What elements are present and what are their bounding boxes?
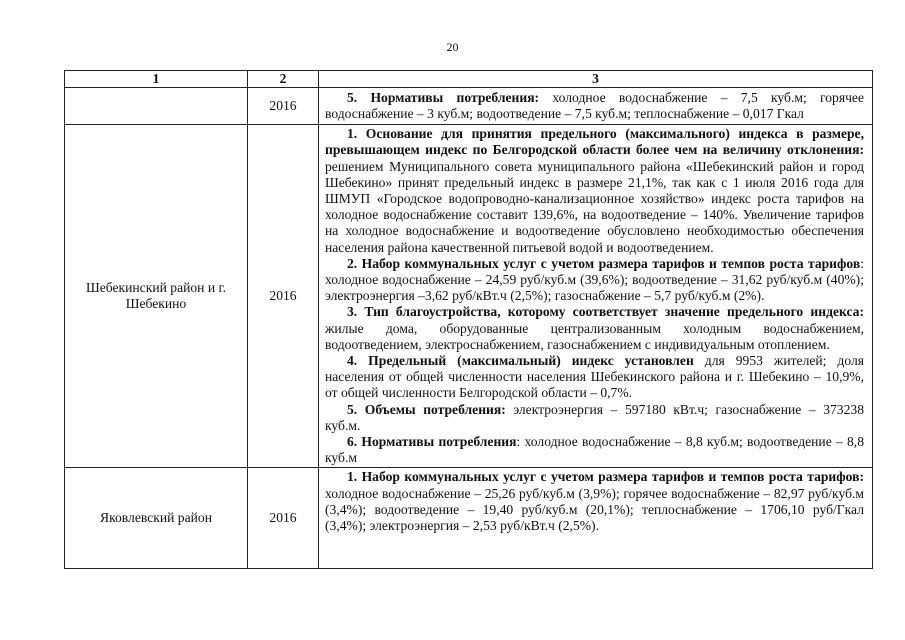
paragraph [325,434,864,466]
paragraph [325,304,864,353]
paragraph-text: холодное водоснабжение – 25,26 руб/куб.м (3,9%); горячее водоснабжение – 82,97 руб/куб.м (3,4%); водоотведение – 19,40 руб/куб.м (20,1%); теплоснабжение – 1706,10 руб/Гкал (3,4%); электроэнергия – 2,53 руб/кВт.ч (2,5%). [325,485,864,534]
page-number: 20 [446,40,459,54]
paragraph-text: жилые дома, оборудованные централизованным холодным водоснабжением, водоотведением, электроснабжением, газоснабжением с индивидуальным отоплением. [325,320,864,352]
district-cell: Яковлевский район [65,468,248,569]
table-row [65,88,873,125]
paragraph-heading: 1. Набор коммунальных услуг с учетом размера тарифов и темпов роста тарифов: [347,469,864,485]
header-col-3: 3 [319,71,873,88]
paragraph-text: для 9953 жителей; доля населения от общей численности населения Шебекинского района и г. Шебекино – 10,9%, от общей численности Белгородской области – 0,7%. [325,353,864,401]
paragraph [325,353,864,402]
paragraph-text: : холодное водоснабжение – 8,8 куб.м; водоотведение – 8,8 куб.м [325,434,864,466]
header-col-2: 2 [248,71,319,88]
paragraph-heading: 1. Основание для принятия предельного (максимального) индекса в размере, превышающем индекс по Белгородской области более чем на величину отклонения: [325,126,864,158]
paragraph [325,402,864,434]
paragraph-text: электроэнергия – 597180 кВт.ч; газоснабжение – 373238 куб.м. [325,401,864,433]
paragraph-heading: 6. Нормативы потребления [347,434,517,450]
paragraph-heading: 3. Тип благоустройства, которому соответствует значение предельного индекса: [347,304,864,320]
district-cell [65,88,248,125]
paragraph-heading: 4. Предельный (максимальный) индекс установлен [347,353,694,369]
paragraph [325,256,864,305]
paragraph-heading: 5. Объемы потребления: [347,401,506,417]
table-row [65,468,873,569]
paragraph-heading: 5. Нормативы потребления: [347,90,540,105]
year-cell: 2016 [248,468,319,569]
paragraph [325,126,864,256]
district-cell: Шебекинский район и г. Шебекино [65,125,248,468]
tariff-table [64,70,873,569]
table-header-row [65,71,873,88]
description-cell [319,88,873,125]
paragraph-text: : холодное водоснабжение – 24,59 руб/куб.м (39,6%); водоотведение – 31,62 руб/куб.м (40%); электроэнергия –3,62 руб/кВт.ч (2,5%); газоснабжение – 5,7 руб/куб.м (2%). [325,255,864,304]
table-row [65,125,873,468]
paragraph-text: решением Муниципального совета муниципального района «Шебекинский район и город Шебекино» принят предельный индекс в размере 21,1%, так как с 1 июля 2016 года для ШМУП «Городское водопроводно-канализационное хозяйство» индекс роста тарифов на холодное водоснабжение составит 139,6%, на водоотведение – 140%. Увеличение тарифов на холодное водоснабжение и водоотведение обусловлено необходимостью обеспечения населения района качественной питьевой водой и водоотведением. [325,158,864,255]
year-cell: 2016 [248,125,319,468]
paragraph [325,90,864,122]
description-cell [319,468,873,569]
paragraph [325,469,864,534]
year-cell: 2016 [248,88,319,125]
paragraph-text: холодное водоснабжение – 7,5 куб.м; горячее водоснабжение – 3 куб.м; водоотведение – 7,5 куб.м; теплоснабжение – 0,017 Гкал [325,90,864,122]
header-col-1: 1 [65,71,248,88]
description-cell [319,125,873,468]
paragraph-heading: 2. Набор коммунальных услуг с учетом размера тарифов и темпов роста тарифов [347,255,861,271]
